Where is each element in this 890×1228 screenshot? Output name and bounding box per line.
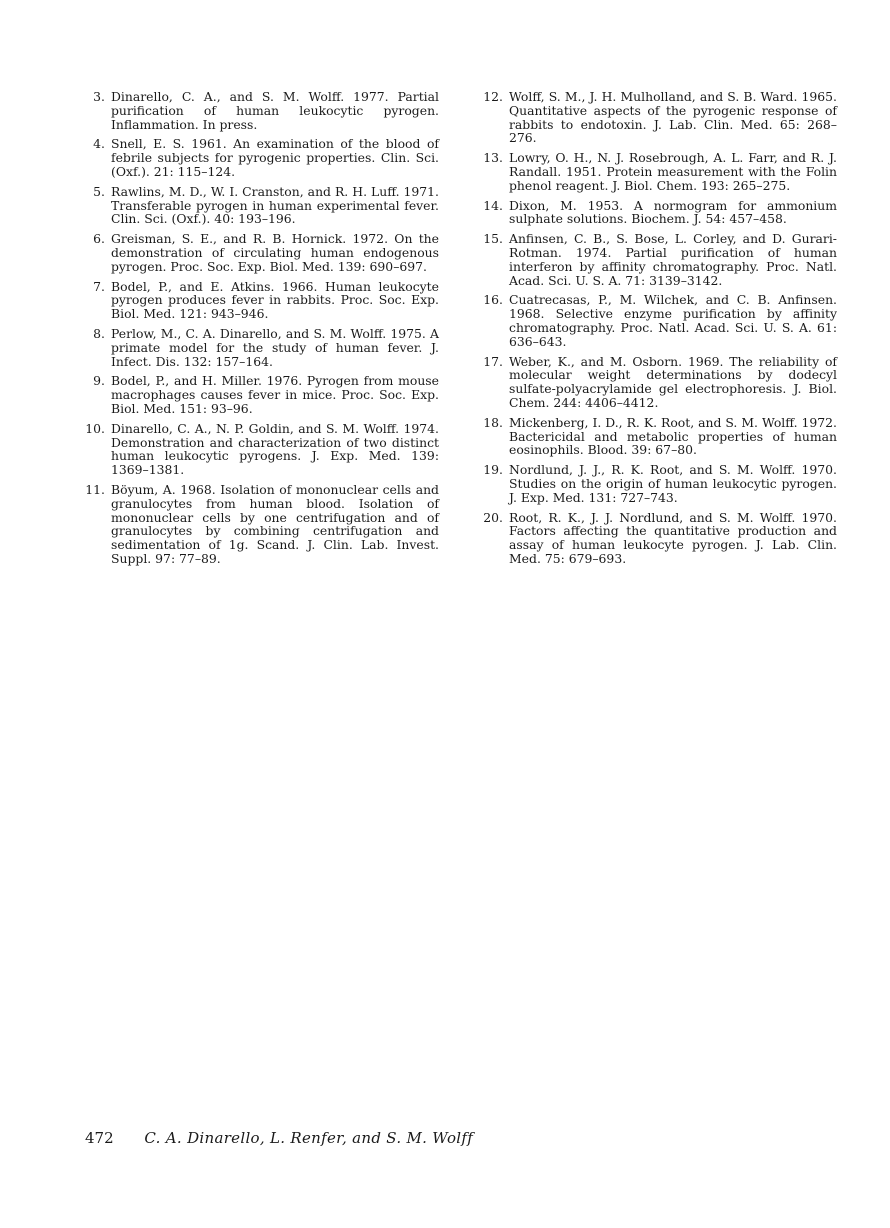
reference-number: 19. [483,462,503,478]
running-authors: C. A. Dinarello, L. Renfer, and S. M. Wolff [144,1129,474,1147]
reference-item [85,327,439,368]
reference-text: Mickenberg, I. D., R. K. Root, and S. M. Wolff. 1972. Bactericidal and metabolic properties of human eosinophils. Blood. 39: 67–80. [509,414,837,458]
reference-item [483,355,837,410]
reference-number: 10. [85,420,105,436]
reference-number: 18. [483,414,503,430]
reference-number: 7. [93,278,105,294]
reference-text: Nordlund, J. J., R. K. Root, and S. M. Wolff. 1970. Studies on the origin of human leukocytic pyrogen. J. Exp. Med. 131: 727–743. [509,462,837,505]
reference-number: 8. [93,325,105,341]
reference-number: 12. [483,89,503,104]
reference-item [483,511,837,566]
reference-text: Böyum, A. 1968. Isolation of mononuclear cells and granulocytes from human blood. Isolation of mononuclear cells by one centrifugation and of granulocytes by combining centrifugation and sedimentation of 1g. Scand. J. Clin. Lab. Invest. Suppl. 97: 77–89. [111,481,439,566]
reference-item [85,374,439,415]
reference-text: Snell, E. S. 1961. An examination of the blood of febrile subjects for pyrogenic properties. Clin. Sci. (Oxf.). 21: 115–124. [111,136,439,179]
reference-text: Root, R. K., J. J. Nordlund, and S. M. Wolff. 1970. Factors affecting the quantitative production and assay of human leukocyte pyrogen. J. Lab. Clin. Med. 75: 679–693. [509,509,837,566]
reference-item [85,185,439,226]
reference-item [85,90,439,131]
reference-text: Dinarello, C. A., and S. M. Wolff. 1977. Partial purification of human leukocytic pyrogen. Inflammation. In press. [111,89,439,132]
reference-item [483,232,837,287]
reference-number: 16. [483,292,503,308]
reference-item [483,463,837,504]
reference-number: 6. [93,231,105,247]
reference-item [85,137,439,178]
reference-text: Wolff, S. M., J. H. Mulholland, and S. B. Ward. 1965. Quantitative aspects of the pyrogenic response of rabbits to endotoxin. J. Lab. Clin. Med. 65: 268–276. [509,89,837,146]
reference-text: Dixon, M. 1953. A normogram for ammonium sulphate solutions. Biochem. J. 54: 457–458. [509,197,837,227]
reference-number: 20. [483,509,503,525]
reference-text: Cuatrecasas, P., M. Wilchek, and C. B. Anfinsen. 1968. Selective enzyme purification by affinity chromatography. Proc. Natl. Acad. Sci. U. S. A. 61: 636–643. [509,292,837,349]
reference-text: Anfinsen, C. B., S. Bose, L. Corley, and D. Gurari-Rotman. 1974. Partial purification of human interferon by affinity chromatography. Proc. Natl. Acad. Sci. U. S. A. 71: 3139–3142. [509,231,837,288]
references-right-column [483,90,837,572]
reference-text: Bodel, P., and H. Miller. 1976. Pyrogen from mouse macrophages causes fever in mice. Proc. Soc. Exp. Biol. Med. 151: 93–96. [111,373,439,416]
reference-text: Lowry, O. H., N. J. Rosebrough, A. L. Farr, and R. J. Randall. 1951. Protein measurement with the Folin phenol reagent. J. Biol. Chem. 193: 265–275. [509,150,837,193]
reference-number: 3. [93,89,105,104]
reference-item [85,483,439,566]
references-left-column [85,90,439,572]
reference-item [483,416,837,457]
reference-text: Dinarello, C. A., N. P. Goldin, and S. M. Wolff. 1974. Demonstration and characterization of two distinct human leukocytic pyrogens. J. Exp. Med. 139: 1369–1381. [111,420,439,478]
reference-item [483,90,837,145]
page-number: 472 [85,1129,114,1147]
reference-number: 13. [483,150,503,166]
page-footer [85,1129,473,1147]
reference-item [85,280,439,321]
reference-text: Greisman, S. E., and R. B. Hornick. 1972. On the demonstration of circulating human endogenous pyrogen. Proc. Soc. Exp. Biol. Med. 139: 690–697. [111,231,439,274]
reference-number: 17. [483,353,503,369]
reference-text: Bodel, P., and E. Atkins. 1966. Human leukocyte pyrogen produces fever in rabbits. Proc. Soc. Exp. Biol. Med. 121: 943–946. [111,278,439,322]
reference-item [483,199,837,227]
reference-text: Perlow, M., C. A. Dinarello, and S. M. Wolff. 1975. A primate model for the study of human fever. J. Infect. Dis. 132: 157–164. [111,325,439,369]
reference-item [85,422,439,477]
reference-number: 9. [93,373,105,389]
reference-number: 15. [483,231,503,247]
reference-item [483,293,837,348]
reference-item [85,232,439,273]
reference-number: 5. [93,183,105,199]
reference-number: 4. [93,136,105,152]
reference-number: 11. [85,481,105,497]
reference-number: 14. [483,197,503,213]
reference-text: Weber, K., and M. Osborn. 1969. The reliability of molecular weight determinations by dodecyl sulfate-polyacrylamide gel electrophoresis. J. Biol. Chem. 244: 4406–4412. [509,353,837,410]
reference-item [483,151,837,192]
reference-text: Rawlins, M. D., W. I. Cranston, and R. H. Luff. 1971. Transferable pyrogen in human experimental fever. Clin. Sci. (Oxf.). 40: 193–196. [111,183,439,227]
